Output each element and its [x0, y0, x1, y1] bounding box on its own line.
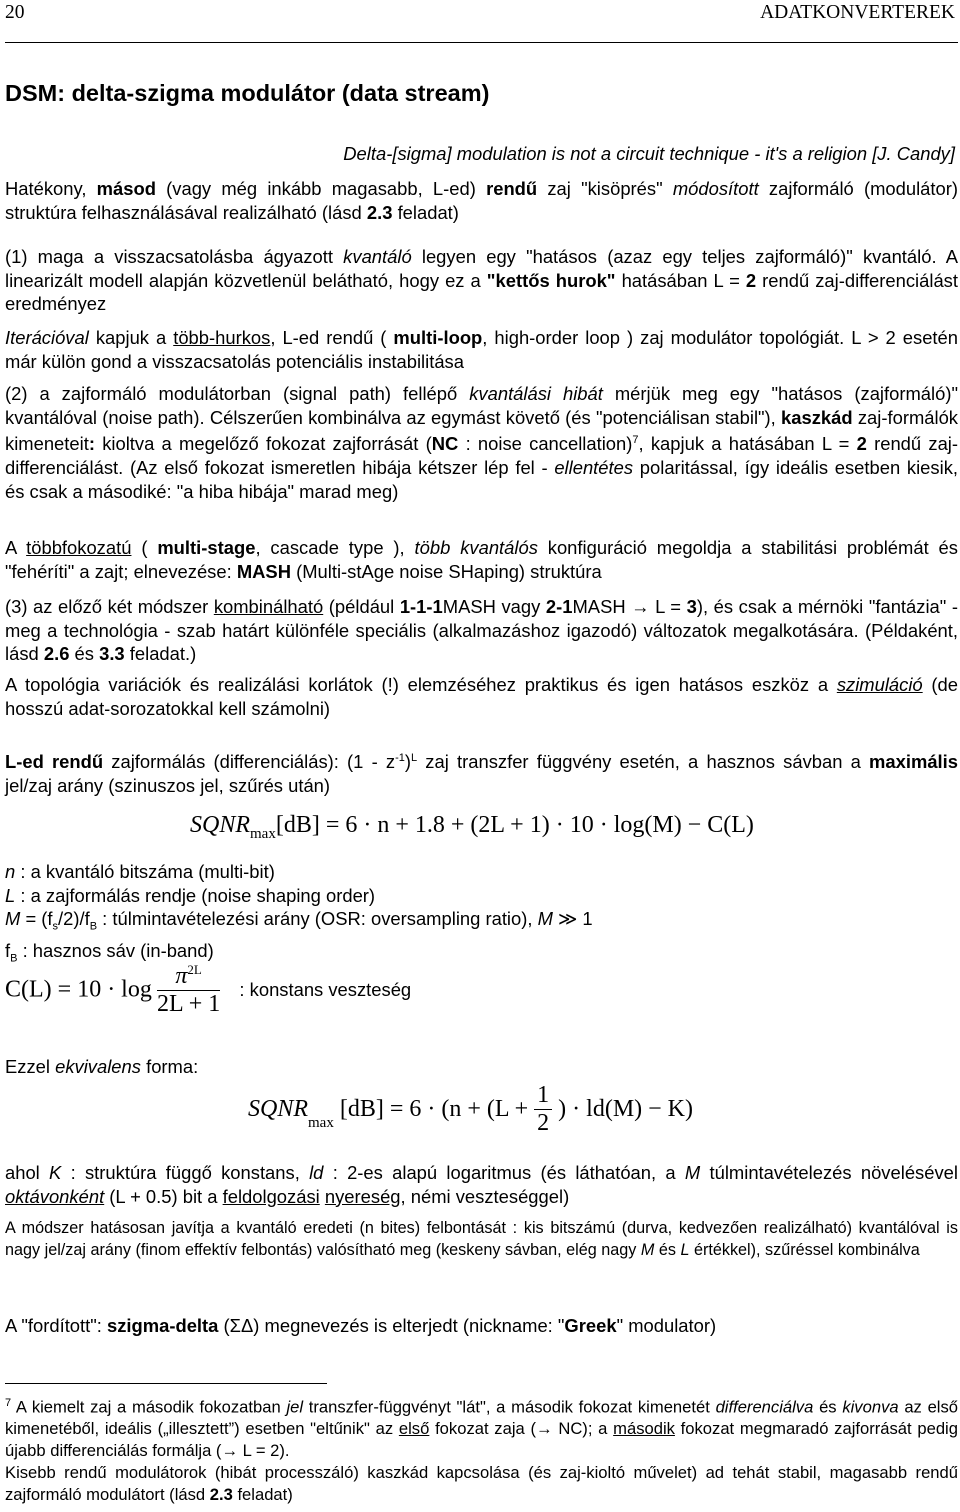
footnote-rule [5, 1383, 327, 1384]
running-title: ADATKONVERTEREK [760, 2, 955, 23]
equation-sqnr-equivalent: $SQNR_{max}$ [dB] = 6 · (n + (L + $\frac{1}{2}$ ) · ld(M) − K) [248, 1082, 694, 1136]
definitions-list: n : a kvantáló bitszáma (multi-bit) L : a zajformálás rendje (noise shaping order) $M = (f_s/2)/f_B$ : túlmintavételezési arány (OSR: oversampling ratio), M ≫ 1 $f_B$ : hasznos sáv (in-band) [5, 861, 593, 966]
equivalent-form-label: Ezzel ekvivalens forma: [5, 1056, 199, 1077]
equation-sqnr: $SQNR_{max}[dB] = 6 \cdot n + 1.8 + (2L + 1) \cdot 10 \cdot \log(M) - C(L)$ [190, 812, 754, 842]
footnote: $^7$ A kiemelt zaj a második fokozatban jel transzfer-függvényt "lát", a második fokozat kimenetét differenciálva és kivonva az első kimenetéből, ideális („illesztett”) esetben "eltűnik" az első fokozat zaja (→ NC); a második fokozat megmaradó zajforrását pedig újabb differenciálás formálja (→ L = 2). Kisebb rendű modulátorok (hibát processzáló) kaszkád kapcsolása (és zaj-kioltó művelet) ad tehát stabil, magasabb rendű zajformáló modulátort (lásd 2.3 feladat) [5, 1397, 959, 1504]
arrow-icon: → [631, 596, 650, 617]
paragraph-simulation: A topológia variációk és realizálási korlátok (!) elemzéséhez praktikus és igen hatásos eszköz a szimuláció (de hosszú adat-sorozatokkal kell számolni) [5, 674, 958, 719]
paragraph-intro: Hatékony, másod (vagy még inkább magasabb, L-ed) rendű zaj "kisöprés" módosított zajformáló (modulátor) struktúra felhasználásával realizálható (lásd 2.3 feladat) [5, 178, 958, 223]
footnote-ref: 7 [632, 434, 639, 447]
epigraph-quote: Delta-[sigma] modulation is not a circuit technique - it's a religion [J. Candy] [343, 143, 955, 164]
paragraph-item-2: (2) a zajformáló modulátorban (signal path) fellépő kvantálási hibát mérjük meg egy "hatásos (zajformáló)" kvantálóval (noise path). Célszerűen kombinálva az egymást követő (és "potenciálisan stabil"), kaszkád zaj-formálók kimeneteit: kioltva a megelőző fokozat zajforrását (NC : noise cancellation)$^7$, kapjuk a hatásában L = 2 rendű zaj-differenciálást. (Az első fokozat ismeretlen hibája kétszer lép fel - ellentétes polaritással, így ideális esetben kiesik, és csak a másodiké: "a hiba hibája" marad meg) [5, 383, 959, 502]
paragraph-iteration: Iterációval kapjuk a több-hurkos, L-ed rendű ( multi-loop, high-order loop ) zaj modulátor topológiát. L > 2 esetén már külön gond a visszacsatolás potenciális instabilitása [5, 327, 958, 372]
paragraph-summary: A módszer hatásosan javítja a kvantáló eredeti (n bites) felbontását : kis bitszámú (durva, kedvezően realizálható) kvantálóval is nagy jel/zaj arány (finom effektív felbontás) valósítható meg (keskeny sávban, elég nagy M és L értékkel), szűréssel kombinálva [5, 1219, 958, 1259]
page-title: DSM: delta-szigma modulátor (data stream) [5, 80, 490, 106]
paragraph-explanation: ahol K : struktúra függő konstans, ld : 2-es alapú logaritmus (és láthatóan, a M túlmintavételezés növelésével oktávonként (L + 0.5) bit a feldolgozási nyereség, némi veszteséggel) [5, 1162, 958, 1207]
paragraph-item-1: (1) maga a visszacsatolásba ágyazott kvantáló legyen egy "hatásos (azaz egy teljes zajformáló)" kvantáló. A linearizált modell alapján közvetlenül belátható, hogy ez a "kettős hurok" hatásában L = 2 rendű zaj-differenciálást eredményez [5, 246, 959, 315]
page-number: 20 [5, 2, 25, 23]
header-rule [5, 42, 958, 43]
sigma-delta-symbol: ΣΔ [229, 1315, 254, 1336]
paragraph-sigma-delta: A "fordított": szigma-delta (ΣΔ) megnevezés is elterjedt (nickname: "Greek" modulator) [5, 1315, 717, 1336]
arrow-icon: → [536, 1419, 553, 1439]
paragraph-item-3: (3) az előző két módszer kombinálható (például 1-1-1MASH vagy 2-1MASH → L = 3), és csak a mérnöki "fantázia" - meg a technológia - szab határt különféle speciális (alkalmazáshoz igazodó) változatok megalkotására. (Példaként, lásd 2.6 és 3.3 feladat.) [5, 596, 959, 665]
arrow-icon: → [221, 1441, 239, 1461]
equation-constant-loss: C(L) = 10 · log $\frac{\pi^{2L}}{2L + 1}$ : konstans veszteség [5, 962, 412, 1017]
paragraph-noise-shaping: L-ed rendű zajformálás (differenciálás): $(1 - z^{-1})^L$ zaj transzfer függvény esetén, a hasznos sávban a maximális jel/zaj arány (szinuszos jel, szűrés után) [5, 751, 958, 796]
paragraph-multistage: A többfokozatú ( multi-stage, cascade type ), több kvantálós konfiguráció megoldja a stabilitási problémát és "fehéríti" a zajt; elnevezése: MASH (Multi-stAge noise SHaping) struktúra [5, 537, 958, 582]
